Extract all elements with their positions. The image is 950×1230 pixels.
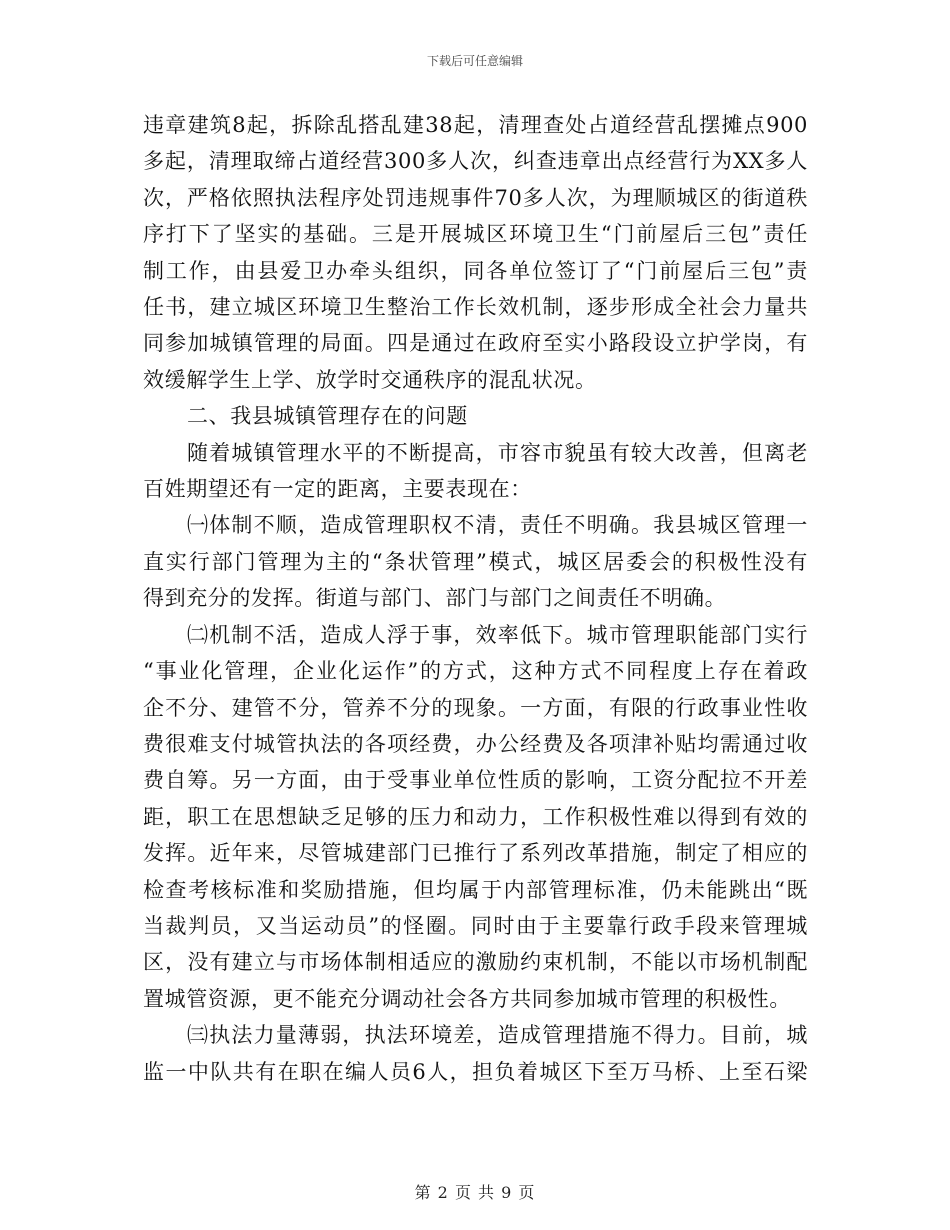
text-line: 百姓期望还有一定的距离，主要表现在： (143, 477, 532, 502)
text-line: “事业化管理，企业化运作”的方式，这种方式不同程度上存在着政 (143, 659, 808, 684)
text-line: 违章建筑8起，拆除乱搭乱建38起，清理查处占道经营乱摆摊点900 (143, 113, 808, 137)
text-line: 次，严格依照执法程序处罚违规事件70多人次，为理顺城区的街道秩 (143, 185, 808, 210)
paragraph-item-2 (143, 617, 808, 1017)
text-line: 当裁判员，又当运动员”的怪圈。同时由于主要靠行政手段来管理城 (143, 913, 808, 938)
page-header: 下载后可任意编辑 (426, 54, 523, 68)
text-line: 置城管资源，更不能充分调动社会各方共同参加城市管理的积极性。 (143, 986, 791, 1011)
text-line: 同参加城镇管理的局面。四是通过在政府至实小路段设立护学岗，有 (143, 331, 808, 356)
text-line: 制工作，由县爱卫办牵头组织，同各单位签订了“门前屋后三包”责 (143, 258, 808, 283)
text-line: 多起，清理取缔占道经营300多人次，纠查违章出点经营行为XX多人 (143, 149, 808, 174)
text-line: ㈢执法力量薄弱，执法环境差，造成管理措施不得力。目前，城 (187, 1023, 808, 1048)
text-line: 费自筹。另一方面，由于受事业单位性质的影响，工资分配拉不开差 (143, 768, 808, 793)
paragraph-intro (143, 435, 808, 508)
paragraph-item-3 (143, 1017, 808, 1090)
paragraph-continued (143, 107, 808, 398)
text-line: ㈠体制不顺，造成管理职权不清，责任不明确。我县城区管理一 (187, 513, 808, 538)
paragraph-item-1 (143, 507, 808, 616)
text-line: 距，职工在思想缺乏足够的压力和动力，工作积极性难以得到有效的 (143, 804, 808, 829)
text-line: 企不分、建管不分，管养不分的现象。一方面，有限的行政事业性收 (143, 695, 808, 720)
text-line: 发挥。近年来，尽管城建部门已推行了系列改革措施，制定了相应的 (143, 841, 808, 866)
page-footer: 第 2 页 共 9 页 (414, 1183, 536, 1202)
heading-text: 二、我县城镇管理存在的问题 (187, 404, 468, 429)
text-line: 任书，建立城区环境卫生整治工作长效机制，逐步形成全社会力量共 (143, 295, 808, 320)
text-line: 随着城镇管理水平的不断提高，市容市貌虽有较大改善，但离老 (187, 440, 808, 465)
text-line: 序打下了坚实的基础。三是开展城区环境卫生“门前屋后三包”责任 (143, 222, 808, 247)
text-line: ㈡机制不活，造成人浮于事，效率低下。城市管理职能部门实行 (187, 622, 808, 647)
text-line: 效缓解学生上学、放学时交通秩序的混乱状况。 (143, 367, 597, 392)
text-line: 监一中队共有在职在编人员6人，担负着城区下至万马桥、上至石梁 (143, 1059, 808, 1084)
text-line: 得到充分的发挥。街道与部门、部门与部门之间责任不明确。 (143, 586, 727, 611)
text-line: 费很难支付城管执法的各项经费，办公经费及各项津补贴均需通过收 (143, 731, 808, 756)
text-line: 直实行部门管理为主的“条状管理”模式，城区居委会的积极性没有 (143, 549, 808, 574)
document-body (143, 107, 808, 1090)
text-line: 检查考核标准和奖励措施，但均属于内部管理标准，仍未能跳出“既 (143, 877, 808, 902)
section-heading (143, 398, 808, 434)
text-line: 区，没有建立与市场体制相适应的激励约束机制，不能以市场机制配 (143, 950, 808, 975)
